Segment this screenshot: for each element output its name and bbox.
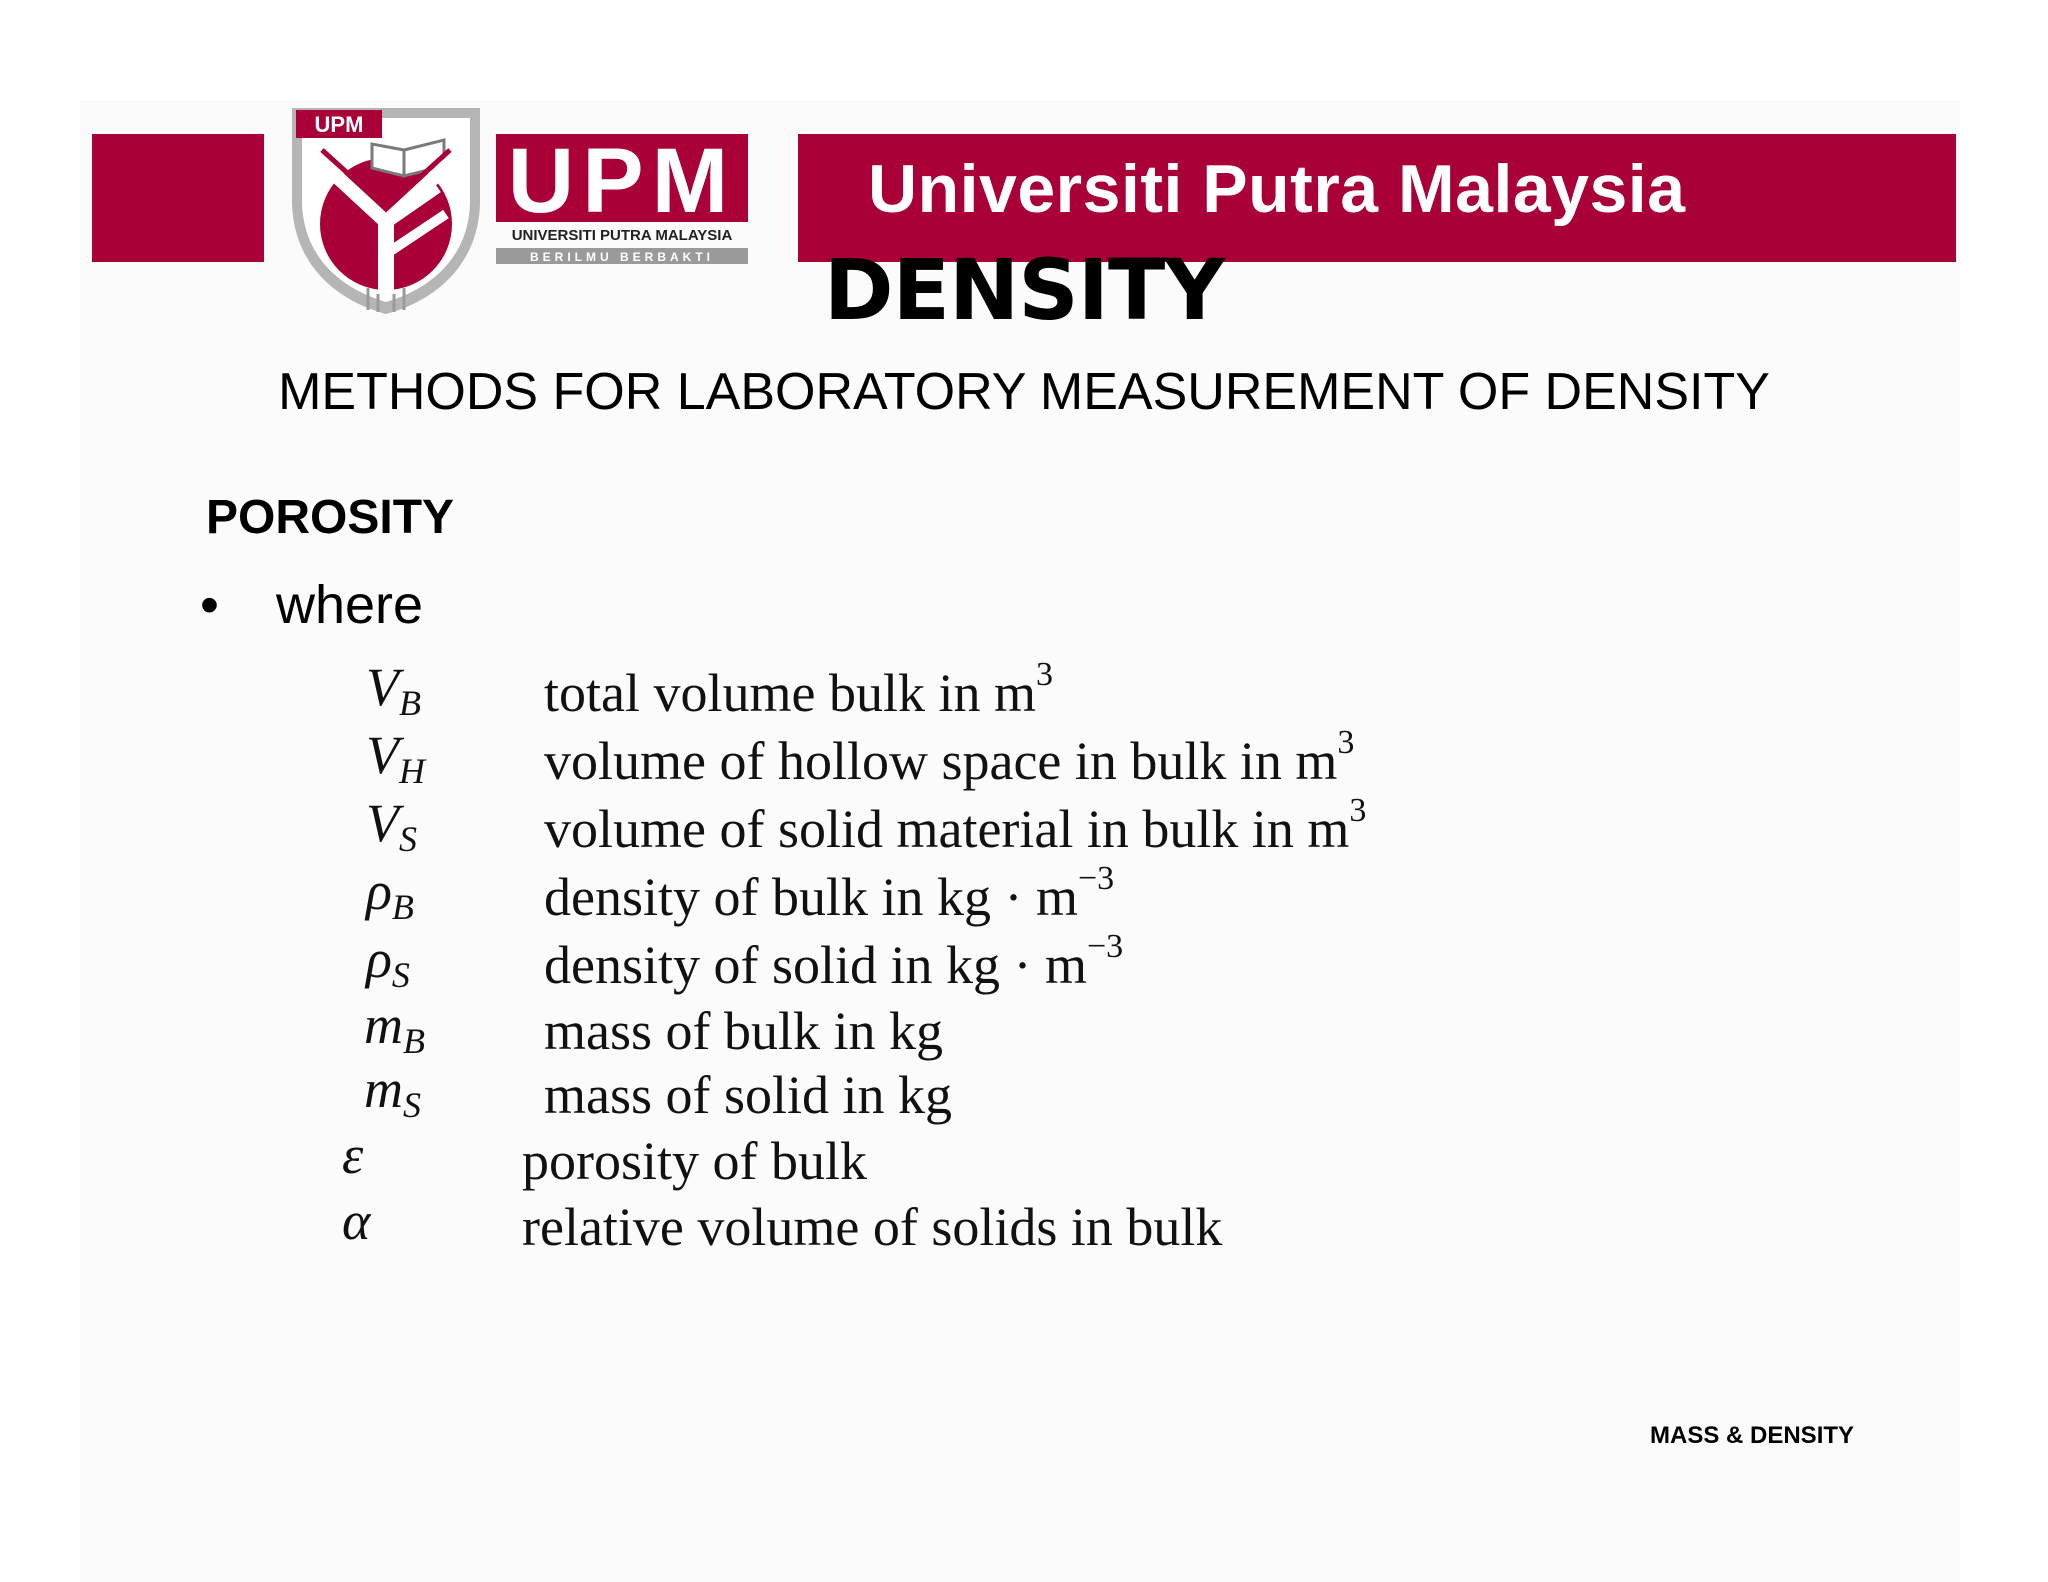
definition-row — [364, 994, 425, 1062]
definition-description: density of solid in kg · $m^{-3}$ — [544, 928, 1124, 995]
definition-description: porosity of bulk — [522, 1131, 867, 1191]
footer-label: MASS & DENSITY — [1650, 1422, 1855, 1449]
definition-row — [342, 1190, 370, 1258]
definition-description: relative volume of solids in bulk — [522, 1197, 1223, 1257]
definition-symbol: $m_S$ — [364, 1059, 421, 1125]
definition-symbol: $V_H$ — [366, 725, 425, 791]
definition-description: mass of bulk in kg — [544, 1001, 943, 1061]
definition-symbol: $\rho_B$ — [366, 861, 414, 927]
definition-row — [366, 860, 414, 928]
definition-row — [342, 1124, 363, 1192]
svg-text:BERILMU BERBAKTI: BERILMU BERBAKTI — [530, 250, 714, 264]
svg-text:UNIVERSITI PUTRA MALAYSIA: UNIVERSITI PUTRA MALAYSIA — [511, 227, 733, 244]
banner-title: Universiti Putra Malaysia — [868, 151, 1686, 227]
definition-row — [366, 792, 417, 860]
definition-symbol: ε — [342, 1125, 364, 1185]
definition-symbol: $V_B$ — [366, 657, 421, 723]
definition-description: volume of solid material in bulk in $m^3$ — [544, 792, 1367, 859]
definition-row — [366, 656, 421, 724]
definition-description: volume of hollow space in bulk in $m^3$ — [544, 724, 1355, 791]
definition-symbol: $V_S$ — [366, 793, 417, 859]
svg-text:UPM: UPM — [314, 112, 364, 137]
definition-row — [366, 928, 410, 996]
definition-row — [364, 1058, 421, 1126]
slide-title: DENSITY — [823, 241, 1225, 339]
bullet-text: where — [276, 575, 424, 635]
definition-symbol: $m_B$ — [364, 995, 425, 1061]
svg-text:UPM: UPM — [507, 134, 737, 232]
definition-description: mass of solid in kg — [544, 1065, 953, 1125]
section-heading: POROSITY — [206, 491, 455, 544]
definition-row — [366, 724, 425, 792]
definition-description: total volume bulk in $m^3$ — [544, 656, 1053, 723]
bullet-icon: • — [200, 575, 219, 635]
slide-subtitle: METHODS FOR LABORATORY MEASUREMENT OF DENSITY — [278, 363, 1770, 421]
definition-symbol: α — [342, 1191, 371, 1251]
definition-description: density of bulk in kg · $m^{-3}$ — [544, 860, 1115, 927]
definition-symbol: $\rho_S$ — [366, 929, 410, 995]
